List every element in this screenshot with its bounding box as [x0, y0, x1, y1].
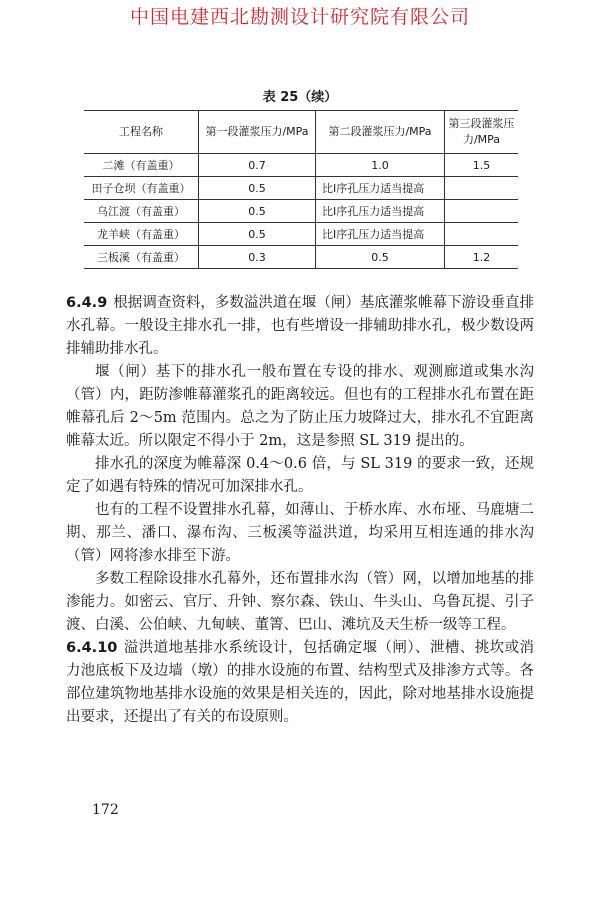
cell-stage3	[445, 223, 519, 246]
paragraph-6-4-10	[66, 637, 534, 729]
cell-stage3	[445, 177, 519, 200]
paragraph	[66, 499, 534, 568]
cell-stage1: 0.5	[199, 200, 316, 223]
cell-stage3: 1.2	[445, 246, 519, 269]
cell-stage1: 0.5	[199, 177, 316, 200]
paragraph-text: 也有的工程不设置排水孔幕，如薄山、于桥水库、水布垭、马鹿塘二期、那兰、潘口、瀑布沟、三板溪等溢洪道，均采用互相连通的排水沟（管）网将渗水排至下游。	[66, 502, 534, 564]
paragraph-text: 排水孔的深度为帷幕深 0.4～0.6 倍，与 SL 319 的要求一致，还规定了如遇有特殊的情况可加深排水孔。	[66, 456, 534, 495]
table-header-row	[84, 111, 518, 154]
cell-stage2: 比Ⅰ序孔压力适当提高	[316, 177, 445, 200]
column-header-stage1: 第一段灌浆压力/MPa	[199, 111, 316, 154]
cell-stage2: 比Ⅰ序孔压力适当提高	[316, 200, 445, 223]
table-row	[84, 200, 518, 223]
cell-stage1: 0.3	[199, 246, 316, 269]
table-row	[84, 177, 518, 200]
cell-stage2: 比Ⅰ序孔压力适当提高	[316, 223, 445, 246]
cell-stage2: 0.5	[316, 246, 445, 269]
cell-stage1: 0.5	[199, 223, 316, 246]
publisher-header: 中国电建西北勘测设计研究院有限公司	[129, 6, 470, 28]
paragraph-text: 多数工程除设排水孔幕外，还布置排水沟（管）网，以增加地基的排渗能力。如密云、官厅、升钟、察尔森、铁山、牛头山、乌鲁瓦提、引子渡、白溪、公伯峡、九甸峡、董箐、巴山、滩坑及天生桥一级等工程。	[66, 571, 534, 633]
cell-project: 乌江渡（有盖重）	[84, 200, 199, 223]
column-header-stage3: 第三段灌浆压力/MPa	[445, 111, 519, 154]
cell-project: 龙羊峡（有盖重）	[84, 223, 199, 246]
paragraph	[66, 568, 534, 637]
cell-project: 二滩（有盖重）	[84, 154, 199, 177]
section-number: 6.4.10	[66, 640, 118, 656]
cell-stage2: 1.0	[316, 154, 445, 177]
column-header-project: 工程名称	[84, 111, 199, 154]
paragraph-6-4-9	[66, 292, 534, 361]
paragraph-text: 堰（闸）基下的排水孔一般布置在专设的排水、观测廊道或集水沟（管）内，距防渗帷幕灌浆孔的距离较远。但也有的工程排水孔布置在距帷幕孔后 2～5m 范围内。总之为了防止压力坡降过大，排水孔不宜距离帷幕太近。所以限定不得小于 2m，这是参照 SL 319 提出的。	[66, 364, 534, 449]
cell-stage3: 1.5	[445, 154, 519, 177]
grouting-pressure-table	[84, 110, 518, 269]
cell-project: 三板溪（有盖重）	[84, 246, 199, 269]
body-text	[66, 292, 534, 729]
table-title: 表 25（续）	[262, 90, 338, 105]
paragraph	[66, 361, 534, 453]
section-number: 6.4.9	[66, 295, 108, 311]
column-header-stage2: 第二段灌浆压力/MPa	[316, 111, 445, 154]
paragraph-text: 溢洪道地基排水系统设计，包括确定堰（闸）、泄槽、挑坎或消力池底板下及边墙（墩）的排水设施的布置、结构型式及排渗方式等。各部位建筑物地基排水设施的效果是相关连的，因此，除对地基排水设施提出要求，还提出了有关的布设原则。	[66, 640, 534, 725]
cell-stage1: 0.7	[199, 154, 316, 177]
table-row	[84, 246, 518, 269]
cell-project: 田子仓坝（有盖重）	[84, 177, 199, 200]
page-number: 172	[92, 802, 119, 818]
table-row	[84, 154, 518, 177]
paragraph-text: 根据调查资料，多数溢洪道在堰（闸）基底灌浆帷幕下游设垂直排水孔幕。一般设主排水孔一排，也有些增设一排辅助排水孔，极少数设两排辅助排水孔。	[66, 295, 534, 357]
cell-stage3	[445, 200, 519, 223]
table-row	[84, 223, 518, 246]
paragraph	[66, 453, 534, 499]
